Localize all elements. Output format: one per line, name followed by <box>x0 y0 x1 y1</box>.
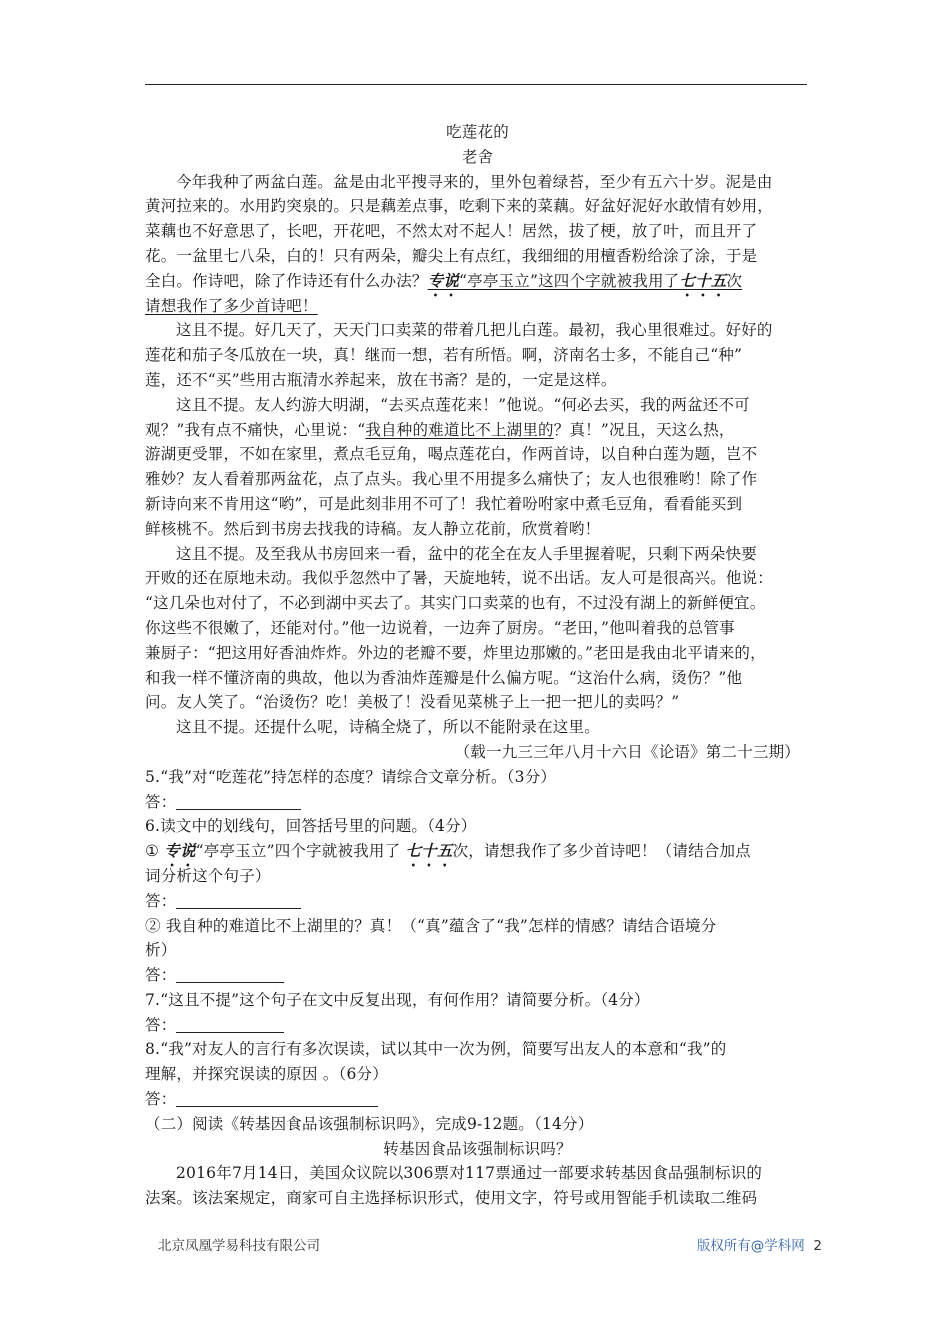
paragraph-line: 游湖更受罪，不如在家里，煮点毛豆角，喝点莲花白，作两首诗，以自种白莲为题，岂不 <box>145 445 758 464</box>
question-5: 5.“我”对“吃莲花”持怎样的态度？请综合文章分析。（3分） <box>145 767 557 786</box>
footer-copyright-link[interactable]: 版权所有@学科网 <box>696 1238 805 1254</box>
question-8: 8.“我”对友人的言行有多次误读，试以其中一次为例，简要写出友人的本意和“我”的 <box>145 1040 727 1059</box>
paragraph-line: 这且不提。及至我从书房回来一看，盆中的花全在友人手里握着呢，只剩下两朵快要 <box>176 544 757 563</box>
question-6-1 <box>145 839 810 864</box>
text-span: 观？”我有点不痛快，心里说：“ <box>145 420 366 439</box>
paragraph-line <box>145 294 810 319</box>
answer-blank[interactable] <box>176 891 301 909</box>
question-8-cont: 理解，并探究误读的原因 。（6分） <box>145 1065 388 1084</box>
paragraph-line <box>145 269 810 294</box>
paragraph-line: 莲花和茄子冬瓜放在一块，真！继而一想，若有所悟。啊，济南名士多，不能自己“种” <box>145 346 743 365</box>
paragraph-line: 这且不提。好几天了，天天门口卖菜的带着几把儿白莲。最初，我心里很难过。好好的 <box>176 321 773 340</box>
paragraph-line <box>145 418 810 443</box>
answer-line <box>145 889 810 914</box>
question-6-2-cont: 析） <box>145 941 177 960</box>
underlined-sentence: 我自种的难道比不上湖里的 <box>365 420 554 439</box>
paragraph-line: 这且不提。还提什么呢，诗稿全烧了，所以不能附录在这里。 <box>176 718 600 737</box>
paragraph-line: 鲜核桃不。然后到书房去找我的诗稿。友人静立花前，欣赏着哟！ <box>145 519 601 538</box>
answer-blank[interactable] <box>176 1015 284 1033</box>
text-span: 全白。作诗吧，除了作诗还有什么办法？ <box>145 271 428 290</box>
question-6-2: ② 我自种的难道比不上湖里的？真！（“真”蕴含了“我”怎样的情感？请结合语境分 <box>145 916 717 935</box>
answer-blank[interactable] <box>176 792 301 810</box>
answer-label: 答： <box>145 1090 177 1109</box>
paragraph-line: 新诗向来不肯用这“哟”，可是此刻非用不可了！我忙着吩咐家中煮毛豆角，看看能买到 <box>145 494 743 513</box>
underlined-sentence: 请想我作了多少首诗吧！ <box>145 296 318 315</box>
emphasized-word: 七十五 <box>405 841 453 861</box>
page-content <box>145 120 810 1211</box>
answer-label: 答： <box>145 792 177 811</box>
paragraph-line: 雅妙？友人看着那两盆花，点了点头。我心里不用提多么痛快了；友人也很雅哟！除了作 <box>145 470 758 489</box>
paragraph-line: 2016年7月14日，美国众议院以306票对117票通过一部要求转基因食品强制标识的 <box>176 1164 763 1183</box>
header-rule <box>145 84 807 85</box>
question-6: 6.读文中的划线句，回答括号里的问题。（4分） <box>145 817 477 836</box>
section-2-intro: （二）阅读《转基因食品该强制标识吗》，完成9-12题。（14分） <box>145 1114 594 1133</box>
text-span: ① <box>145 842 160 861</box>
underlined-sentence: “亭亭玉立”这四个字就被我用了 <box>459 271 680 290</box>
paragraph-line: 问。友人笑了。“治烫伤？吃！美极了！没看见菜桃子上一把一把儿的卖吗？” <box>145 693 680 712</box>
page-number: 2 <box>813 1238 822 1254</box>
answer-line <box>145 1087 810 1112</box>
paragraph-line: 莲，还不“买”些用古瓶清水养起来，放在书斋？是的，一定是这样。 <box>145 370 617 389</box>
paragraph-line: “这几朵也对付了，不必到湖中买去了。其实门口卖菜的也有，不过没有湖上的新鲜便宜。 <box>145 594 766 613</box>
answer-line <box>145 1013 810 1038</box>
text-span: ？真！”况且，天这么热， <box>553 420 735 439</box>
emphasized-word: 专说 <box>427 270 460 290</box>
text-span: 次，请想我作了多少首诗吧！（请结合加点 <box>452 842 751 861</box>
paragraph-line: 黄河拉来的。水用趵突泉的。只是藕差点事，吃剩下来的菜藕。好盆好泥好水敢情有妙用， <box>145 197 774 216</box>
answer-blank[interactable] <box>176 1089 378 1107</box>
answer-label: 答： <box>145 966 177 985</box>
emphasized-word: 七十五 <box>679 270 727 290</box>
paragraph-line: 菜藕也不好意思了，长吧，开花吧，不然太对不起人！居然，拔了梗，放了叶，而且开了 <box>145 222 758 241</box>
answer-label: 答： <box>145 891 177 910</box>
emphasized-word: 专说 <box>164 841 196 861</box>
paragraph-line: 法案。该法案规定，商家可自主选择标识形式，使用文字，符号或用智能手机读取二维码 <box>145 1189 758 1208</box>
answer-label: 答： <box>145 1015 177 1034</box>
paragraph-line: 兼厨子：“把这用好香油炸炸。外边的老瓣不要，炸里边那嫩的。”老田是我由北平请来的， <box>145 643 766 662</box>
paragraph-line: 和我一样不懂济南的典故，他以为香油炸莲瓣是什么偏方呢。“这治什么病，烫伤？”他 <box>145 668 743 687</box>
paragraph-line: 花。一盆里七八朵，白的！只有两朵，瓣尖上有点红，我细细的用檀香粉给涂了涂，于是 <box>145 246 758 265</box>
article-title: 吃莲花的 <box>446 123 509 141</box>
answer-blank[interactable] <box>176 965 284 983</box>
text-span: “亭亭玉立”四个字就被我用了 <box>195 842 401 861</box>
paragraph-line: 你这些不很嫩了，还能对付。”他一边说着，一边奔了厨房。“老田，”他叫着我的总管事 <box>145 618 735 637</box>
page-footer <box>158 1236 822 1256</box>
footer-right <box>697 1236 822 1256</box>
question-6-1-cont: 词分析这个句子） <box>145 866 271 885</box>
answer-line <box>145 963 810 988</box>
paragraph-line: 开败的还在原地未动。我似乎忽然中了暑，天旋地转，说不出话。友人可是很高兴。他说： <box>145 569 774 588</box>
section-2-title: 转基因食品该强制标识吗？ <box>383 1139 572 1158</box>
underlined-sentence: 次 <box>726 271 743 290</box>
answer-line <box>145 790 810 815</box>
paragraph-line: 这且不提。友人约游大明湖，“去买点莲花来！”他说。“何必去买，我的两盆还不可 <box>176 395 750 414</box>
question-7: 7.“这且不提”这个句子在文中反复出现，有何作用？请简要分析。（4分） <box>145 990 650 1009</box>
article-source: （载一九三三年八月十六日《论语》第二十三期） <box>454 742 800 761</box>
paragraph-line: 今年我种了两盆白莲。盆是由北平搜寻来的，里外包着绿苔，至少有五六十岁。泥是由 <box>176 172 773 191</box>
article-author: 老舍 <box>461 147 494 166</box>
footer-company: 北京凤凰学易科技有限公司 <box>158 1238 320 1254</box>
